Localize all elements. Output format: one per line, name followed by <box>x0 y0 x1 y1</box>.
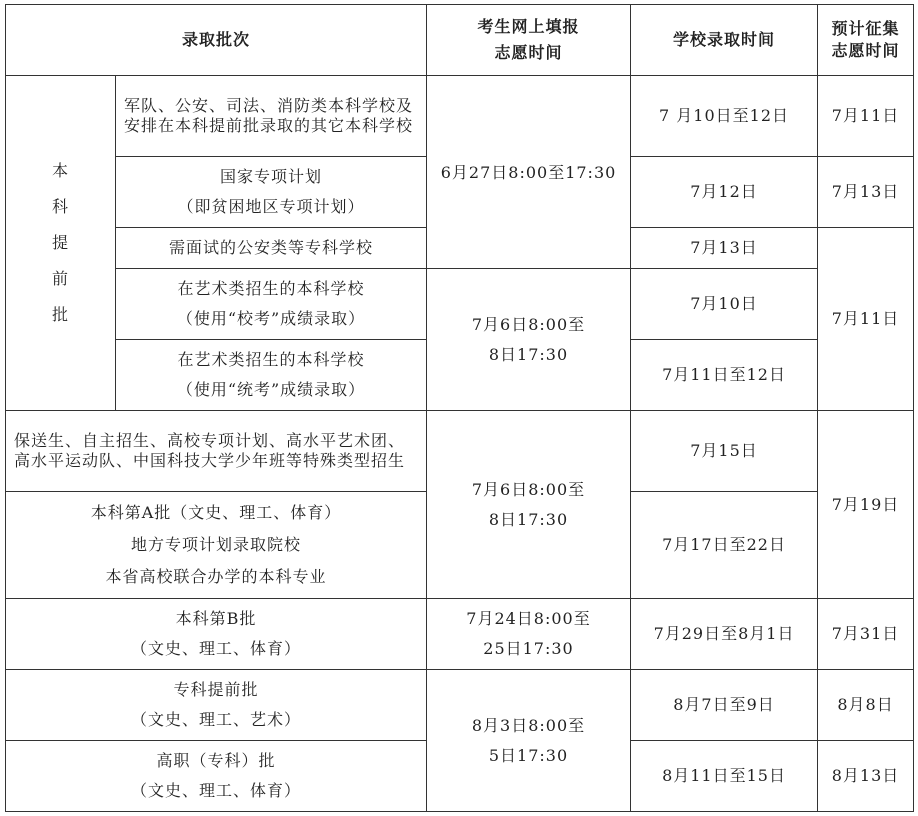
vocational-admit: 8月11日至15日 <box>631 741 818 812</box>
early-r1-admit: 7 月10日至12日 <box>631 76 818 157</box>
early-r5-desc-line1: 在艺术类招生的本科学校 <box>177 350 365 369</box>
table-row <box>6 269 914 340</box>
vocational-desc <box>6 741 427 812</box>
header-apply-time-line1: 考生网上填报 <box>477 17 580 36</box>
early-r5-admit: 7月11日至12日 <box>631 340 818 411</box>
batch-b-admit: 7月29日至8月1日 <box>631 599 818 670</box>
batch-a-desc <box>6 492 427 599</box>
vocational-apply-line2: 5日17:30 <box>488 745 569 765</box>
header-row <box>6 5 914 76</box>
early-r123-apply: 6月27日8:00至17:30 <box>427 76 631 269</box>
admission-schedule-table-wrapper <box>5 4 914 812</box>
early-r1-solicit: 7月11日 <box>818 76 914 157</box>
early-r5-desc <box>116 340 427 411</box>
batch-b-line2: （文史、理工、体育） <box>131 639 302 658</box>
early-batch-label: 本 科 提 前 批 <box>6 76 116 411</box>
early-r4-desc <box>116 269 427 340</box>
early-r45-apply-line2: 8日17:30 <box>488 344 569 364</box>
early-r4-desc-line2: （使用“校考”成绩录取） <box>176 309 366 328</box>
table-row <box>6 599 914 670</box>
batch-b-desc <box>6 599 427 670</box>
batch-a-admit: 7月17日至22日 <box>631 492 818 599</box>
vocational-line1: 高职（专科）批 <box>156 751 276 770</box>
junior-early-line1: 专科提前批 <box>173 680 259 699</box>
vocational-apply-line1: 8月3日8:00至 <box>471 715 586 735</box>
header-solicit-line1: 预计征集 <box>831 19 900 38</box>
special-apply <box>427 411 631 599</box>
table-row <box>6 411 914 492</box>
early-r2-solicit: 7月13日 <box>818 157 914 228</box>
batch-b-apply <box>427 599 631 670</box>
admission-schedule-table <box>5 4 914 812</box>
table-row <box>6 76 914 157</box>
early-r3-desc: 需面试的公安类等专科学校 <box>116 228 427 269</box>
early-r4-desc-line1: 在艺术类招生的本科学校 <box>177 279 365 298</box>
early-r2-desc-line1: 国家专项计划 <box>220 167 323 186</box>
early-r5-desc-line2: （使用“统考”成绩录取） <box>176 380 366 399</box>
early-r45-apply-line1: 7月6日8:00至 <box>471 314 586 334</box>
vocational-solicit: 8月13日 <box>818 741 914 812</box>
batch-b-apply-line1: 7月24日8:00至 <box>466 609 591 628</box>
header-batch: 录取批次 <box>6 5 427 76</box>
early-r2-desc <box>116 157 427 228</box>
early-r2-desc-line2: （即贫困地区专项计划） <box>177 197 365 216</box>
batch-b-line1: 本科第B批 <box>175 609 257 628</box>
batch-a-line1: 本科第A批（文史、理工、体育） <box>90 503 342 522</box>
early-r45-apply <box>427 269 631 411</box>
batch-b-solicit: 7月31日 <box>818 599 914 670</box>
batch-a-line3: 本省高校联合办学的本科专业 <box>105 567 327 586</box>
special-apply-line2: 8日17:30 <box>488 509 569 529</box>
header-apply-time <box>427 5 631 76</box>
special-desc: 保送生、自主招生、高校专项计划、高水平艺术团、高水平运动队、中国科技大学少年班等特殊类型招生 <box>6 411 427 492</box>
junior-early-solicit: 8月8日 <box>818 670 914 741</box>
special-apply-line1: 7月6日8:00至 <box>471 479 586 499</box>
early-r4-admit: 7月10日 <box>631 269 818 340</box>
header-admit-time: 学校录取时间 <box>631 5 818 76</box>
junior-early-line2: （文史、理工、艺术） <box>131 710 302 729</box>
special-admit: 7月15日 <box>631 411 818 492</box>
vocational-apply <box>427 670 631 812</box>
early-r3-admit: 7月13日 <box>631 228 818 269</box>
early-r2-admit: 7月12日 <box>631 157 818 228</box>
early-r345-solicit: 7月11日 <box>818 228 914 411</box>
early-r1-desc: 军队、公安、司法、消防类本科学校及安排在本科提前批录取的其它本科学校 <box>116 76 427 157</box>
header-solicit-line2: 志愿时间 <box>831 41 900 60</box>
header-apply-time-line2: 志愿时间 <box>494 43 563 62</box>
batch-b-apply-line2: 25日17:30 <box>483 639 574 658</box>
junior-early-admit: 8月7日至9日 <box>631 670 818 741</box>
special-solicit: 7月19日 <box>818 411 914 599</box>
header-solicit-time <box>818 5 914 76</box>
table-row <box>6 670 914 741</box>
vocational-line2: （文史、理工、体育） <box>131 781 302 800</box>
junior-early-desc <box>6 670 427 741</box>
batch-a-line2: 地方专项计划录取院校 <box>131 535 302 554</box>
